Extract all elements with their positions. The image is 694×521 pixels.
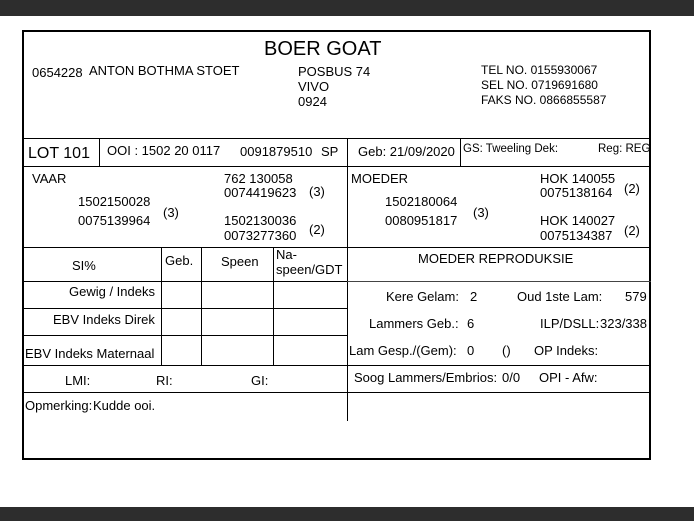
gi-label: GI: (251, 373, 269, 388)
lmi-label: LMI: (65, 373, 91, 388)
lammers-geb-value: 6 (467, 316, 475, 331)
address-line-2: VIVO (298, 79, 330, 94)
kere-gelam-label: Kere Gelam: (386, 289, 459, 304)
ear-tag: 0091879510 (240, 144, 313, 159)
soog-lammers-label: Soog Lammers/Embrios: (354, 370, 498, 385)
lammers-geb-label: Lammers Geb.: (369, 316, 459, 331)
divider-si-top (24, 247, 651, 248)
moeder-sire-tag: 0080951817 (385, 213, 458, 228)
moeder-sire-id: 1502180064 (385, 194, 458, 209)
birth-date: Geb: 21/09/2020 (358, 144, 455, 159)
row-gewig: Gewig / Indeks (69, 284, 155, 299)
divider-si-row1 (24, 308, 347, 309)
ilp-value: 323/338 (600, 316, 647, 331)
divider-repro-head (347, 281, 651, 282)
oud-lam-label: Oud 1ste Lam: (517, 289, 603, 304)
vaar-third-count: (2) (309, 222, 325, 237)
bottom-dark-bar (0, 507, 694, 521)
divider-lot-v3 (460, 138, 461, 166)
divider-si-v3 (273, 247, 274, 365)
divider-si-head (24, 281, 347, 282)
moeder-label: MOEDER (351, 171, 409, 186)
si-header: SI% (72, 258, 96, 273)
vaar-third-id: 1502130036 (224, 213, 297, 228)
lam-gesp-paren: () (502, 343, 511, 358)
kere-gelam-value: 2 (470, 289, 478, 304)
divider-lot-v2 (347, 138, 348, 166)
moeder-third-count: (2) (624, 223, 640, 238)
lot-card (22, 30, 651, 460)
divider-si-row2 (24, 335, 347, 336)
vaar-sire-id: 1502150028 (78, 194, 151, 209)
vaar-label: VAAR (32, 171, 67, 186)
tel-number: TEL NO. 0155930067 (481, 63, 598, 77)
lot-number: LOT 101 (28, 145, 90, 162)
row-ebv-direk: EBV Indeks Direk (53, 312, 155, 327)
op-indeks-label: OP Indeks: (534, 343, 599, 358)
divider-lot-v1 (99, 138, 100, 166)
remark-label: Opmerking: (25, 398, 93, 413)
divider-lot (24, 166, 651, 167)
top-dark-bar (0, 0, 694, 16)
opi-afw-label: OPI - Afw: (539, 370, 598, 385)
geb-header: Geb. (165, 253, 194, 268)
oud-lam-value: 579 (625, 289, 647, 304)
speen-header: Speen (221, 254, 259, 269)
moeder-third-tag: 0075134387 (540, 228, 613, 243)
remark-value: Kudde ooi. (93, 398, 156, 413)
vaar-dam-count: (3) (309, 184, 325, 199)
ilp-label: ILP/DSLL: (540, 316, 600, 331)
repro-title: MOEDER REPRODUKSIE (418, 251, 574, 266)
divider-center (347, 166, 348, 421)
moeder-sire-count: (3) (473, 205, 489, 220)
lam-gesp-value: 0 (467, 343, 475, 358)
divider-si-v2 (201, 247, 202, 365)
ri-label: RI: (156, 373, 173, 388)
vaar-third-tag: 0073277360 (224, 228, 297, 243)
owner-name: ANTON BOTHMA STOET (89, 63, 240, 78)
naspeen-header: Na- (276, 247, 297, 262)
vaar-sire-tag: 0075139964 (78, 213, 151, 228)
vaar-dam-id: 762 130058 (224, 171, 293, 186)
naspeen-header-2: speen/GDT (276, 262, 343, 277)
vaar-dam-tag: 0074419623 (224, 185, 297, 200)
gs-label: GS: Tweeling Dek: (463, 143, 559, 155)
card-title: BOER GOAT (264, 38, 382, 60)
sp-label: SP (321, 144, 339, 159)
owner-code: 0654228 (32, 65, 83, 80)
faks-number: FAKS NO. 0866855587 (481, 93, 607, 107)
divider-si-bottom (24, 365, 651, 366)
soog-lammers-value: 0/0 (502, 370, 521, 385)
moeder-dam-id: HOK 140055 (540, 171, 616, 186)
moeder-dam-count: (2) (624, 181, 640, 196)
divider-remark (24, 392, 651, 393)
moeder-dam-tag: 0075138164 (540, 185, 613, 200)
ooi-number: OOI : 1502 20 0117 (107, 143, 221, 158)
vaar-sire-count: (3) (163, 205, 179, 220)
address-line-3: 0924 (298, 94, 327, 109)
row-ebv-maternaal: EBV Indeks Maternaal (25, 346, 155, 361)
divider-si-v1 (161, 247, 162, 365)
reg-label: Reg: REG (598, 143, 651, 155)
lam-gesp-label: Lam Gesp./(Gem): (349, 343, 457, 358)
address-line-1: POSBUS 74 (298, 64, 371, 79)
moeder-third-id: HOK 140027 (540, 213, 616, 228)
divider-header (24, 138, 651, 139)
sel-number: SEL NO. 0719691680 (481, 78, 598, 92)
